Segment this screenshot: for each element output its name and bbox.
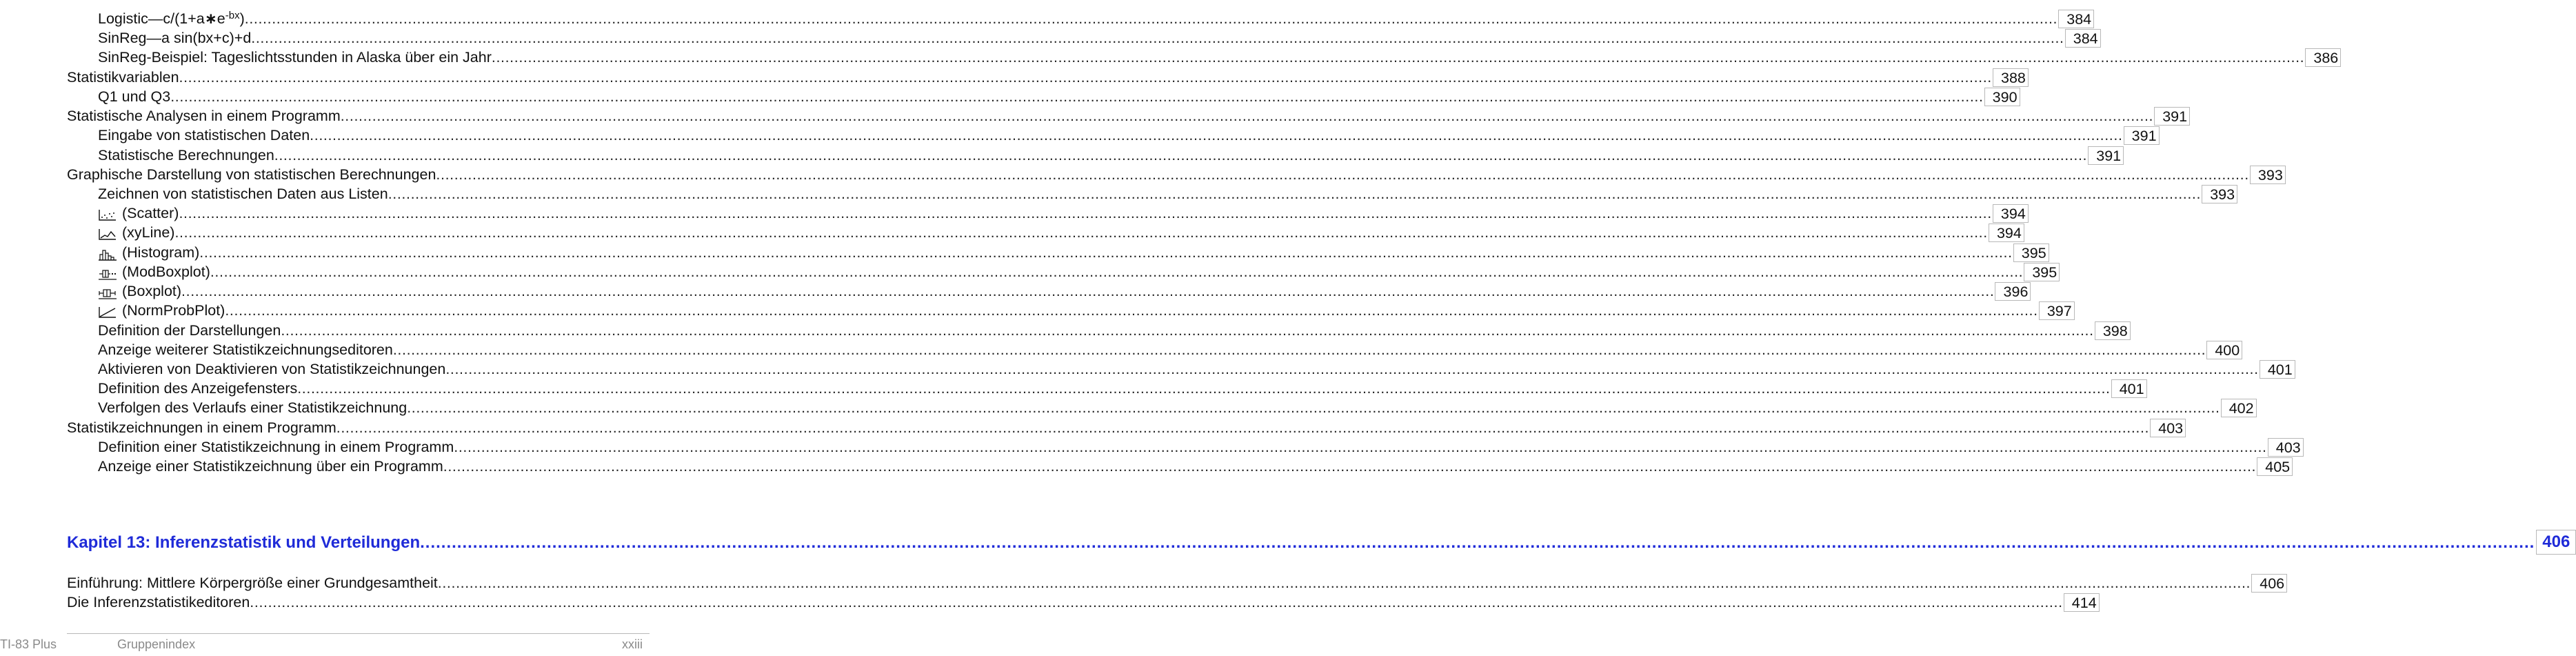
footer-page-number: xxiii [622,637,643,651]
toc-entry[interactable] [98,379,2144,398]
toc-entry-label: (xyLine) [98,223,174,242]
toc-entry-label: (NormProbPlot) [98,301,225,320]
leader-dots: ................................................................................................................................................................................................................................................................................................................................................................................................................ [199,244,2013,261]
leader-dots: ................................................................................................................................................................................................................................................................................................................................................................................................................ [251,30,2064,46]
leader-dots: ................................................................................................................................................................................................................................................................................................................................................................................................................ [445,361,2259,377]
toc-entry[interactable] [98,126,2157,145]
page-number-link[interactable]: 402 [2221,399,2257,417]
leader-dots: ................................................................................................................................................................................................................................................................................................................................................................................................................ [225,302,2038,319]
toc-entry-label: Anzeige weiterer Statistikzeichnungseditoren [98,341,393,358]
leader-dots: ................................................................................................................................................................................................................................................................................................................................................................................................................ [181,283,1995,299]
leader-dots: ................................................................................................................................................................................................................................................................................................................................................................................................................ [170,88,1984,105]
leader-dots: ................................................................................................................................................................................................................................................................................................................................................................................................................ [174,224,1988,241]
leader-dots: ................................................................................................................................................................................................................................................................................................................................................................................................................ [281,322,2094,339]
page-number-link[interactable]: 405 [2257,457,2293,476]
leader-dots: ................................................................................................................................................................................................................................................................................................................................................................................................................ [244,10,2058,27]
toc-entry-label: Anzeige einer Statistikzeichnung über ein Programm [98,458,443,475]
toc-entry[interactable] [98,9,2092,28]
toc-entry-label: Aktivieren von Deaktivieren von Statistikzeichnungen [98,361,446,377]
toc-entry[interactable] [98,203,2026,223]
page-number-link[interactable]: 384 [2058,10,2094,28]
normprobplot-icon [98,306,119,320]
toc-entry-label: Definition einer Statistikzeichnung in einem Programm [98,439,454,455]
toc-entry-label: Einführung: Mittlere Körpergröße einer Grundgesamtheit [67,575,438,591]
page-number-link[interactable]: 393 [2250,166,2286,184]
toc-entry[interactable] [98,223,2022,242]
toc-entry[interactable] [98,146,2122,165]
leader-dots: ................................................................................................................................................................................................................................................................................................................................................................................................................ [420,533,2535,552]
page-number-link[interactable]: 400 [2206,341,2242,359]
page-number-link[interactable]: 406 [2251,574,2287,593]
toc-entry-label: Zeichnen von statistischen Daten aus Listen [98,186,388,202]
footer-product: TI-83 Plus [0,637,57,651]
leader-dots: ................................................................................................................................................................................................................................................................................................................................................................................................................ [454,439,2267,455]
page-number-link[interactable]: 401 [2111,379,2147,398]
page-number-link[interactable]: 391 [2154,107,2190,126]
leader-dots: ................................................................................................................................................................................................................................................................................................................................................................................................................ [297,380,2111,397]
toc-entry[interactable] [98,437,2301,457]
toc-entry-label: (Histogram) [98,243,199,262]
leader-dots: ................................................................................................................................................................................................................................................................................................................................................................................................................ [210,264,2024,280]
toc-entry[interactable] [67,593,2097,612]
page-number-link[interactable]: 394 [1989,223,2024,242]
toc-entry-label: Definition der Darstellungen [98,322,281,339]
xyline-plot-icon [98,228,119,242]
leader-dots: ................................................................................................................................................................................................................................................................................................................................................................................................................ [443,458,2257,475]
toc-entry-label: (ModBoxplot) [98,262,210,281]
page-number-link[interactable]: 396 [1995,282,2031,301]
chapter-heading[interactable] [67,531,2570,555]
page-number-link[interactable]: 388 [1993,68,2029,87]
toc-entry-label: SinReg—a sin(bx+c)+d [98,30,252,46]
toc-entry-label: $Logistic—c/(1+a∗e^{-bx})$ [98,10,245,27]
toc-entry[interactable] [98,457,2291,476]
toc-entry[interactable] [67,106,2188,126]
boxplot-icon [98,287,119,301]
page-number-link[interactable]: 386 [2305,48,2341,67]
toc-entry[interactable] [98,87,2017,106]
toc-entry[interactable] [67,165,2283,184]
toc-entry[interactable] [98,359,2293,379]
toc-entry[interactable] [98,321,2128,340]
leader-dots: ................................................................................................................................................................................................................................................................................................................................................................................................................ [388,186,2202,202]
page-number-link[interactable]: 391 [2088,146,2124,165]
toc-entry[interactable] [98,301,2072,320]
toc-entry-label: Statistikvariablen [67,69,179,86]
toc-entry-label: (Scatter) [98,203,179,223]
toc-entry-label: (Boxplot) [98,281,181,301]
toc-entry[interactable] [98,262,2057,281]
toc-entry-label: Die Inferenzstatistikeditoren [67,594,250,610]
toc-entry-label: SinReg-Beispiel: Tageslichtsstunden in Alaska über ein Jahr [98,49,492,66]
page-number-link[interactable]: 398 [2095,321,2131,340]
toc-entry[interactable] [98,184,2235,203]
toc-entry-label: Verfolgen des Verlaufs einer Statistikzeichnung [98,399,407,416]
page-number-link[interactable]: 384 [2065,29,2101,48]
toc-entry-label: Eingabe von statistischen Daten [98,127,310,143]
histogram-plot-icon [98,248,119,262]
leader-dots: ................................................................................................................................................................................................................................................................................................................................................................................................................ [274,147,2088,163]
leader-dots: ................................................................................................................................................................................................................................................................................................................................................................................................................ [336,419,2150,436]
leader-dots: ................................................................................................................................................................................................................................................................................................................................................................................................................ [491,49,2305,66]
page-number-link[interactable]: 390 [1984,88,2020,106]
leader-dots: ................................................................................................................................................................................................................................................................................................................................................................................................................ [340,108,2154,124]
toc-entry-label: Q1 und Q3 [98,88,171,105]
toc-entry-label: Definition des Anzeigefensters [98,380,298,397]
leader-dots: ................................................................................................................................................................................................................................................................................................................................................................................................................ [407,399,2220,416]
toc-entry-label: Graphische Darstellung von statistischen Berechnungen [67,166,436,183]
footer-section: Gruppenindex [117,637,196,651]
toc-entry[interactable] [67,573,2285,593]
toc-entry[interactable] [67,68,2026,87]
page-number-link[interactable]: 403 [2150,419,2186,437]
leader-dots: ................................................................................................................................................................................................................................................................................................................................................................................................................ [436,166,2249,183]
toc-entry-label: Statistische Analysen in einem Programm [67,108,341,124]
toc-entry[interactable] [98,243,2046,262]
page-number-link[interactable]: 397 [2039,301,2075,320]
toc-entry[interactable] [98,398,2254,417]
leader-dots: ................................................................................................................................................................................................................................................................................................................................................................................................................ [437,575,2251,591]
page-number-link[interactable]: 414 [2064,593,2100,612]
leader-dots: ................................................................................................................................................................................................................................................................................................................................................................................................................ [179,205,1992,221]
chapter-title: Kapitel 13: Inferenzstatistik und Verteilungen [67,533,421,552]
toc-entry[interactable] [98,28,2098,48]
page-number-link[interactable]: 394 [1993,204,2029,223]
toc-entry-label: Statistikzeichnungen in einem Programm [67,419,336,436]
page-number-link[interactable]: 395 [2013,243,2049,262]
page-number-link[interactable]: 395 [2024,263,2060,281]
scatter-plot-icon [98,209,119,223]
leader-dots: ................................................................................................................................................................................................................................................................................................................................................................................................................ [392,341,2206,358]
toc-entry-label: Statistische Berechnungen [98,147,274,163]
leader-dots: ................................................................................................................................................................................................................................................................................................................................................................................................................ [310,127,2123,143]
page-number-link[interactable]: 403 [2268,438,2304,457]
toc-entry[interactable] [67,418,2184,437]
modboxplot-icon [98,268,119,281]
chapter-page-number-link[interactable]: 406 [2536,530,2576,555]
toc-entry[interactable] [98,48,2339,67]
page-number-link[interactable]: 391 [2124,126,2160,145]
footer-rule [67,633,650,634]
page-number-link[interactable]: 393 [2202,185,2237,203]
leader-dots: ................................................................................................................................................................................................................................................................................................................................................................................................................ [179,69,1992,86]
toc-entry[interactable] [98,281,2029,301]
page-number-link[interactable]: 401 [2260,360,2295,379]
leader-dots: ................................................................................................................................................................................................................................................................................................................................................................................................................ [250,594,2063,610]
toc-entry[interactable] [98,340,2240,359]
